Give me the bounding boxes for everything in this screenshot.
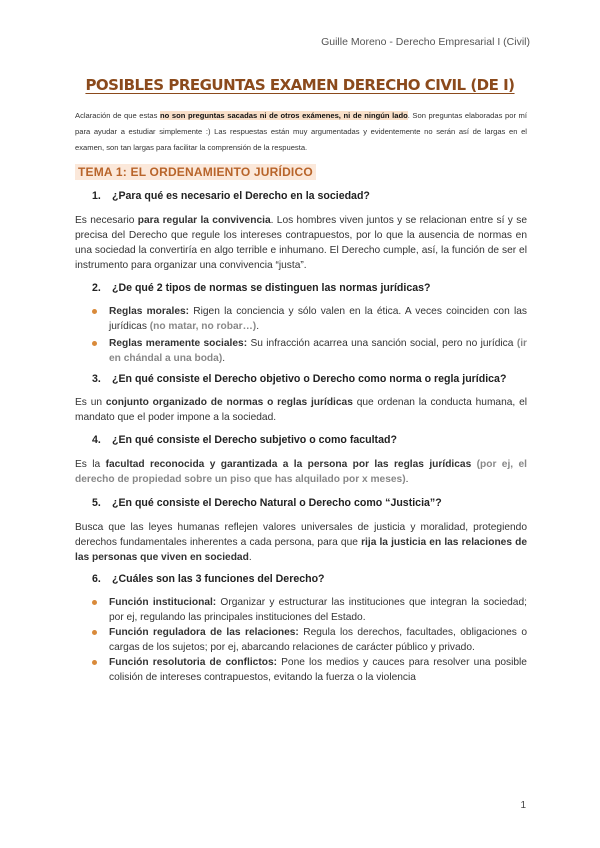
item-bold: Reglas meramente sociales: <box>109 338 248 349</box>
question-number: 1. <box>92 190 101 202</box>
list-item <box>92 625 527 655</box>
question-text: ¿En qué consiste el Derecho objetivo o Derecho como norma o regla jurídica? <box>112 373 507 385</box>
answer-2-list <box>92 304 527 366</box>
answer-text: Es la <box>75 459 106 470</box>
answer-text: Es necesario <box>75 215 138 226</box>
item-bold: Función reguladora de las relaciones: <box>109 627 299 638</box>
note-highlight: no son preguntas sacadas ni de otros exámenes, ni de ningún lado <box>160 111 408 120</box>
question-text: ¿En qué consiste el Derecho subjetivo o como facultad? <box>112 434 397 446</box>
question-5 <box>92 497 442 509</box>
item-bold: Función resolutoria de conflictos: <box>109 657 277 668</box>
bullet-icon <box>92 341 97 346</box>
question-number: 4. <box>92 434 101 446</box>
answer-text: Es un <box>75 397 106 408</box>
question-4 <box>92 434 397 446</box>
section-heading: TEMA 1: EL ORDENAMIENTO JURÍDICO <box>75 164 316 180</box>
item-text: Regula los derechos, facultades, obligaciones o cargas de los sujetos; por ej, abarcando relaciones de carácter público y privado. <box>109 627 527 653</box>
bullet-icon <box>92 309 97 314</box>
item-end: . <box>222 353 226 364</box>
question-6 <box>92 573 325 585</box>
document-title <box>0 76 600 94</box>
question-text: ¿Cuáles son las 3 funciones del Derecho? <box>112 573 325 585</box>
answer-text: Busca que las leyes humanas reflejen valores universales de justicia y moralidad, protegiendo derechos fundamentales inherentes a cada persona, para que <box>75 522 527 548</box>
bullet-icon <box>92 600 97 605</box>
answer-bold: rija la justicia en las relaciones de las personas que viven en sociedad <box>75 537 528 563</box>
item-text: Su infracción acarrea una sanción social, pero no jurídica <box>247 338 517 349</box>
question-text: ¿En qué consiste el Derecho Natural o Derecho como “Justicia”? <box>112 497 442 509</box>
answer-bold: facultad reconocida y garantizada a la persona por las reglas jurídicas <box>105 459 472 470</box>
list-item <box>92 336 527 366</box>
question-text: ¿De qué 2 tipos de normas se distinguen las normas jurídicas? <box>112 282 431 294</box>
item-text: Rigen la conciencia y sólo valen en la ética. A veces coinciden con las jurídicas <box>109 306 527 332</box>
answer-bold: conjunto organizado de normas o reglas jurídicas <box>105 397 353 408</box>
list-item <box>92 655 527 685</box>
answer-5 <box>75 520 527 565</box>
question-text: ¿Para qué es necesario el Derecho en la sociedad? <box>112 190 370 202</box>
item-bold: Reglas morales: <box>109 306 190 317</box>
title-text: POSIBLES PREGUNTAS EXAMEN DERECHO CIVIL (DE I) <box>85 76 515 94</box>
answer-text: que ordenan la conducta humana, el mandato que el poder impone a la sociedad. <box>75 397 527 423</box>
note-text: Aclaración de que estas <box>75 111 161 120</box>
list-item <box>92 595 527 625</box>
disclaimer-note <box>75 108 527 156</box>
list-item <box>92 304 527 334</box>
page-number: 1 <box>520 800 526 811</box>
question-1 <box>92 190 370 202</box>
answer-example: (por ej, el derecho de propiedad sobre un piso que has alquilado por x meses) <box>75 459 527 485</box>
bullet-icon <box>92 630 97 635</box>
question-number: 5. <box>92 497 101 509</box>
question-number: 3. <box>92 373 101 385</box>
answer-6-list <box>92 595 527 685</box>
answer-4 <box>75 457 527 487</box>
item-example: (ir en chándal a una boda) <box>109 338 527 364</box>
answer-text: . Los hombres viven juntos y se relacionan entre sí y se precisa del Derecho que regule los intereses contrapuestos, por lo que la ausencia de normas en una sociedad la convertiría en algo terrible e inhumano. El Derecho cumple, así, la función de ser el instrumento para organizar una convivencia “justa”. <box>75 215 527 271</box>
item-text: Pone los medios y cauces para resolver una posible colisión de intereses contrapuestos, evitando la fuerza o la violencia <box>109 657 527 683</box>
answer-3 <box>75 395 527 425</box>
answer-1 <box>75 213 527 273</box>
question-3 <box>92 373 506 385</box>
bullet-icon <box>92 660 97 665</box>
item-bold: Función institucional: <box>109 597 217 608</box>
answer-bold: para regular la convivencia <box>137 215 271 226</box>
question-2 <box>92 282 430 294</box>
question-number: 6. <box>92 573 101 585</box>
item-example: (no matar, no robar…) <box>149 321 257 332</box>
item-end: . <box>256 321 260 332</box>
answer-text: . <box>248 552 252 563</box>
question-number: 2. <box>92 282 101 294</box>
answer-text: . <box>405 474 409 485</box>
page-header: Guille Moreno - Derecho Empresarial I (Civil) <box>321 36 530 48</box>
note-text-end: . Son preguntas elaboradas por mí para ayudar a estudiar simplemente :) Las respuestas están muy argumentadas y evidentemente no serán así de largas en el examen, son tan largas para facilitar la comprensión de la respuesta. <box>75 111 527 152</box>
item-text: Organizar y estructurar las instituciones que integran la sociedad; por ej, regulando las principales instituciones del Estado. <box>109 597 527 623</box>
